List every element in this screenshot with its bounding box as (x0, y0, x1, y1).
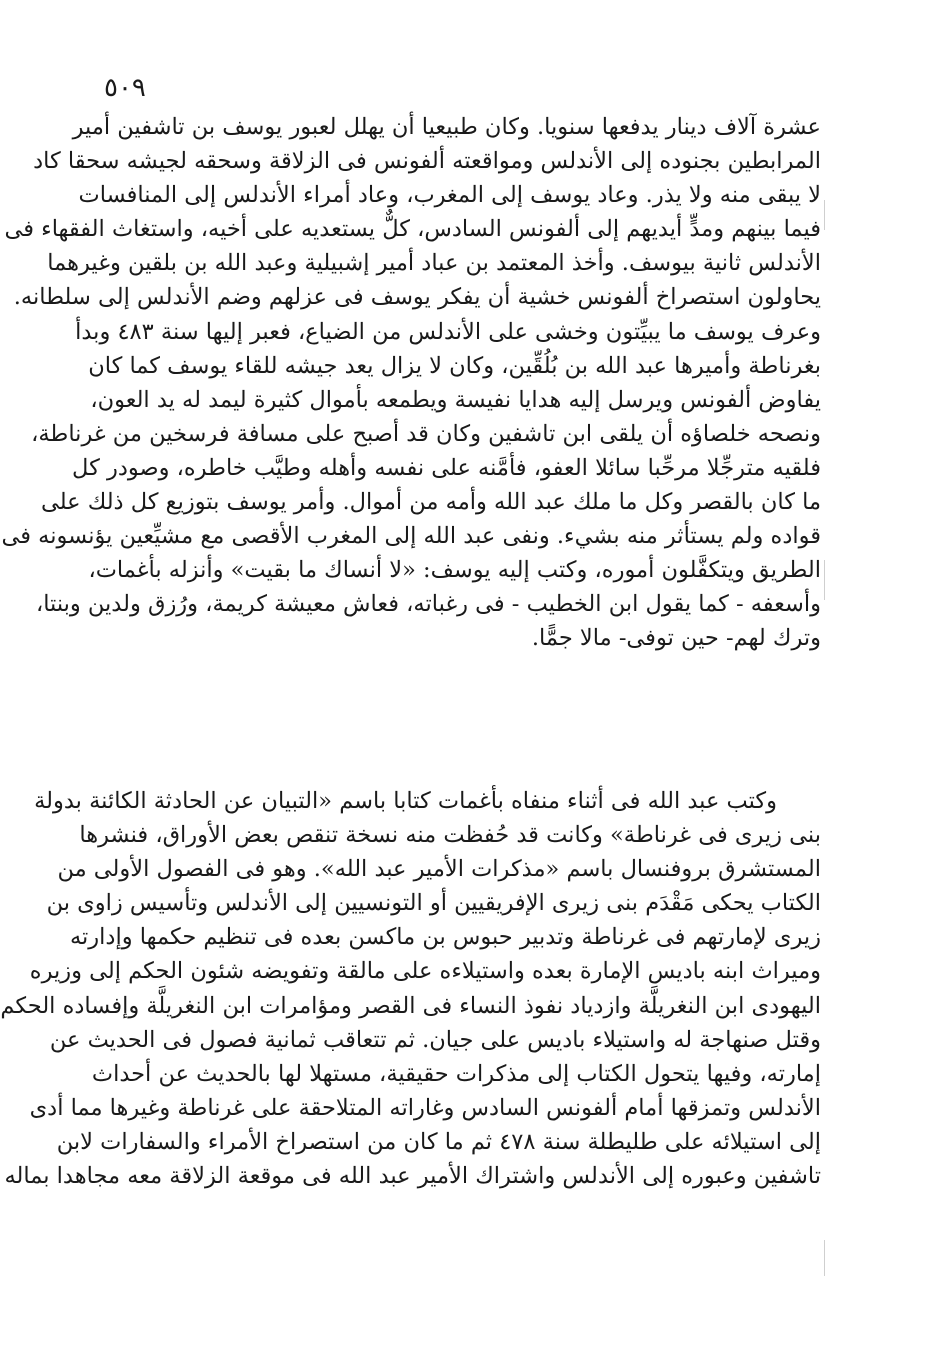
text-line: إلى استيلائه على طليطلة سنة ٤٧٨ ثم ما كان من استصراخ الأمراء والسفارات لابن (56, 1128, 821, 1155)
text-line: وعرف يوسف ما يبيِّتون وخشى على الأندلس من الضياع، فعبر إليها سنة ٤٨٣ وبدأ (75, 318, 821, 345)
text-line: لا يبقى منه ولا يذر. وعاد يوسف إلى المغرب، وعاد أمراء الأندلس إلى المنافسات (78, 182, 821, 209)
paragraph-1 (1, 110, 821, 656)
paragraph-2 (0, 784, 821, 1193)
margin-mark (824, 1240, 825, 1276)
text-line: عشرة آلاف دينار يدفعها سنويا. وكان طبيعيا أن يهلل لعبور يوسف بن تاشفين أمير (72, 114, 821, 140)
text-line: الكتاب يحكى مَقْدَم بنى زيرى الإفريقيين أو التونسيين إلى الأندلس وتأسيس زاوى بن (46, 890, 821, 917)
text-line: ونصحه خلصاؤه أن يلقى ابن تاشفين وكان قد أصبح على مسافة فرسخين من غرناطة، (31, 420, 821, 447)
text-line: زيرى لإمارتهم فى غرناطة وتدبير حبوس بن ماكسن بعده فى تنظيم حكمها وإدارته (69, 924, 821, 951)
text-line: يفاوض ألفونس ويرسل إليه هدايا نفيسة ويطمعه بأموال كثيرة ليمد له يد العون، (90, 386, 821, 413)
text-line: وكتب عبد الله فى أثناء منفاه بأغمات كتابا باسم «التبيان عن الحادثة الكائنة بدولة (34, 788, 777, 814)
text-line: بغرناطة وأميرها عبد الله بن بُلُقِّين، وكان لا يزال يعد جيشه للقاء يوسف كما كان (88, 352, 821, 379)
text-line: إمارته، وفيها يتحول الكتاب إلى مذكرات حقيقية، مستهلا لها بالحديث عن أحداث (91, 1060, 821, 1087)
page-number: ٥٠٩ (104, 73, 146, 103)
text-line: ما كان بالقصر وكل ما ملك عبد الله وأمه من أموال. وأمر يوسف بتوزيع كل ذلك على (40, 489, 821, 516)
text-line: فلقيه مترجِّلا مرحِّبا سائلا العفو، فأمَّنه على نفسه وأهله وطيَّب خاطره، وصودر كل (72, 454, 821, 481)
text-line: وقتل صنهاجة له واستيلاء باديس على جيان. ثم تتعاقب ثمانية فصول فى الحديث عن (49, 1026, 821, 1053)
margin-mark (824, 200, 825, 230)
text-line: الطريق ويتكفَّلون أموره، وكتب إليه يوسف: «لا أنساك ما بقيت» وأنزله بأغمات، (88, 557, 821, 584)
text-line: اليهودى ابن النغريلَّة وازدياد نفوذ النساء فى القصر ومؤامرات ابن النغريلَّة وإفساده الحكم (0, 992, 821, 1019)
text-line: يحاولون استصراخ ألفونس خشية أن يفكر يوسف فى عزلهم وضم الأندلس إلى سلطانه. (13, 284, 821, 311)
margin-mark (824, 560, 825, 600)
text-line: وأسعفه - كما يقول ابن الخطيب - فى رغباته، فعاش معيشة كريمة، ورُزق ولدين وبنتا، (35, 591, 821, 618)
text-line: الأندلس وتمزقها أمام ألفونس السادس وغاراته المتلاحقة على غرناطة وغيرها مما أدى (29, 1094, 821, 1121)
text-line: وميراث ابنه باديس الإمارة بعده واستيلاءه على مالقة وتفويضه شئون الحكم إلى وزيره (29, 958, 821, 985)
text-line: وترك لهم- حين توفى- مالا جمًّا. (531, 625, 821, 652)
text-line: الأندلس ثانية بيوسف. وأخذ المعتمد بن عباد أمير إشبيلية وعبد الله بن بلقين وغيرهما (47, 250, 821, 277)
text-line: قواده ولم يستأثر منه بشيء. ونفى عبد الله إلى المغرب الأقصى مع مشيِّعين يؤنسونه فى (1, 523, 821, 550)
text-line: بنى زيرى فى غرناطة» وكانت قد حُفظت منه نسخة تنقص بعض الأوراق، فنشرها (79, 822, 821, 849)
text-line: فيما بينهم ومدٍّ أيديهم إلى ألفونس السادس، كلٌّ يستعديه على أخيه، واستغاث الفقهاء فى (4, 216, 821, 243)
text-line: المستشرق بروفنسال باسم «مذكرات الأمير عبد الله». وهو فى الفصول الأولى من (57, 856, 821, 883)
text-line: المرابطين بجنوده إلى الأندلس ومواقعته ألفونس فى الزلاقة وسحقه لجيشه سحقا كاد (33, 148, 821, 175)
text-line: تاشفين وعبوره إلى الأندلس واشتراك الأمير عبد الله فى موقعة الزلاقة معه مجاهدا بماله (4, 1163, 821, 1190)
